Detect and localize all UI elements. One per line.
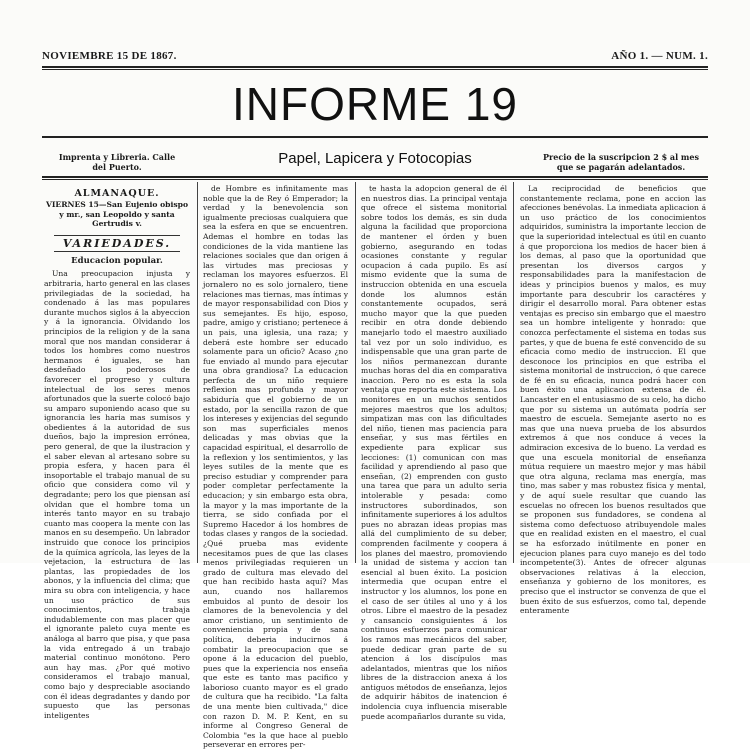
- almanaque-text: VIERNES 15—San Eujenio obispo y mr., san Leopoldo y santa Gertrudis v.: [45, 200, 189, 229]
- column-divider: [197, 182, 198, 563]
- section-heading: VARIEDADES.: [54, 235, 180, 253]
- article-body: te hasta la adopcion general de él en nuestros dias. La principal ventaja que ofrece el sistema monitorial sobre todos los demás, es sin duda alguna la facilidad que proporciona de mantener el órden y buen gobierno, asegurando en todas ocasiones constante y regular ocupacion á cada pupilo. Es así mismo evidente que la suma de instruccion obtenida en una escuela donde los alumnos están constantemente ocupados, será mucho mayor que la que pueden recibir en otra donde debiendo manejarlo todo el maestro auxiliado tal vez por un solo individuo, es indispensable que una gran parte de los niños permanezcan durante muchas horas del dia en comparativa inaccion. Pero no es esta la sola ventaja que reporta este sistema. Los monitores en un muchos sentidos mejores maestros que los adultos; simpatizan mas con las dificultades del niño, tienen mas paciencia para enseñar, y sus mas fértiles en expediente para explicar sus lecciones: (1) comunican con mas facilidad y aprendiendo al paso que enseñan, (2) emprenden con gusto una tarea que para un adulto seria intolerable y pesada: como instructores subordinados, son infinitamente superiores á los adultos pues no abrazan ideas propias mas allá del cumplimiento de su deber, comprenden facilmente y coopera á los planes del maestro, promoviendo la unidad de sistema y accion tan esencial al buen éxito. La posicion intermedia que ocupan entre el instructor y los alumnos, los pone en el caso de ser útiles al uno y á los otros. Libre el maestro de la pesadez y cansancio consiguientes á los continuos esfuerzos para comunicar los ramos mas mecánicos del saber, puede dedicar gran parte de su atencion á los discípulos mas adelantados, mientras que los niños libres de la distraccion anexa á los antiguos métodos de enseñanza, lejos de adquirir hábitos de inatencion é indolencia cuya influencia miserable puede acompañarlos durante su vida,: [361, 184, 507, 721]
- top-rule: [42, 66, 708, 68]
- issue-number: AÑO 1. — NUM. 1.: [611, 50, 708, 62]
- article-body: de Hombre es infinitamente mas noble que la de Rey ó Emperador; la verdad y la benevolencia son igualmente preciosas cualquiera que sea la esfera en que se encuentren. Ademas el hombre en todas las condiciones de la vida mantiene las relaciones sociales que dan origen á las virtudes mas preciosas y reclaman los mayores esfuerzos. El jornalero no es solo jornalero, tiene relaciones mas tiernas, mas íntimas y de mayor responsabilidad con Dios y sus semejantes. Es hijo, esposo, padre, amigo y cristiano; pertenece á un pais, una iglesia, una raza; y deberá este hombre ser educado solamente para un oficio? Acaso ¿no fue enviado al mundo para ejecutar una obra grandiosa? La educacion perfecta de un niño requiere reflexion mas profunda y mayor sabiduría que el gobierno de un estado, por la sencilla razon de que los intereses y exijencias del segundo son mas superficiales menos delicadas y mas obvias que la capacidad espiritual, el desarrollo de la reflexion y los sentimientos, y las leyes sutiles de la mente que es preciso estudiar y comprender para poder completar perfectamente la educacion; y sin embargo esta obra, la mayor y la mas importante de la tierra, se sido confiada por el Supremo Hacedor á los hombres de todas clases y rangos de la sociedad. ¿Qué prueba mas evidente necesitamos pues de que las clases menos privilegiadas requieren un grado de cultura mas elevado del que han recibido hasta aquí? Mas aun, cuando nos hallaremos embuidos al punto de desoir los clamores de la benevolencia y del amor cristiano, un sentimiento de conveniencia propia y de sana política, deberia inducirnos á combatir la preocupacion que se opone á la educacion del pueblo, pues que la experiencia nos enseña que este es tanto mas pacifico y laborioso cuanto mayor es el grado de cultura que ha recibido. "La falta de una mente bien cultivada," dice con razon D. M. P. Kent, en su informe al Congreso General de Colombia "es la que hace al pueblo perseverar en errores per-: [203, 184, 348, 750]
- masthead-title: INFORME 19: [231, 78, 519, 130]
- column-divider: [513, 182, 514, 563]
- top-rule-thin: [42, 69, 708, 70]
- dateline: [42, 50, 708, 64]
- column-divider: [355, 182, 356, 563]
- masthead-rule: [42, 136, 708, 138]
- subscription-note: Precio de la suscripcion 2 $ al mes que se pagarán adelantados.: [543, 152, 699, 172]
- column-4: [520, 184, 706, 616]
- printer-note: Imprenta y Libreria. Calle del Puerto.: [58, 152, 176, 172]
- article-body: Una preocupacion injusta y arbitraria, harto general en las clases privilegiadas de la sociedad, ha condenado á las mas populares durante muchos siglos á la abyeccion y á la ignorancia. Olvidando los principios de la religion y de la sana moral que nos mandan considerar á todos los hombres como nuestros hermanos é iguales, se han desdeñado los poderosos de favorecer el progreso y cultura intelectual de los seres menos afortunados que la suerte colocó bajo su amparo suponiendo acaso que su ignorancia les haria mas sumisos y obedientes á la autoridad de sus dueños, bajo la impresion errónea, pero general, de que la ilustracion y el saber elevan al artesano sobre su propia esfera, y hacen para él insoportable el trabajo manual de su oficio que considera como vil y degradante; pero los que piensan así olvidan que el hombre toma un interés tanto mayor en su trabajo cuanto mas coopera la mente con las manos en su desempeño. Un labrador instruido que conoce los principios de la química agrícola, las leyes de la vejetacion, la estructura de las plantas, las propiedades de los abonos, y la influencia del clima; que mira su obra con inteligencia, y hace un uso práctico de sus conocimientos, trabaja indudablemente con mas placer que el ignorante paleto cuya mente es análoga al barro que pisa, y que pasa la vida entregado á un trabajo material continuo monótono. Pero aun hay mas. ¿Por qué motivo consideramos el trabajo manual, como bajo y despreciable asociando con él ideas degradantes y dando por supuesto que las personas inteligentes: [44, 269, 190, 720]
- masthead-subtitle: Papel, Lapicera y Fotocopias: [278, 150, 472, 167]
- article-title: Educacion popular.: [71, 256, 163, 267]
- issue-date: NOVIEMBRE 15 DE 1867.: [42, 50, 177, 62]
- header-rule: [42, 176, 708, 178]
- column-3: [361, 184, 507, 721]
- header-rule-thin: [42, 179, 708, 180]
- column-2: [203, 184, 348, 750]
- almanaque-heading: ALMANAQUE.: [74, 188, 160, 199]
- article-body: La reciprocidad de beneficios que constantemente reclama, pone en accion las afecciones benévolas. La inmediata aplicacion á un uso práctico de los conocimientos adquiridos, suministra la importante leccion de que la superioridad intelectual es útil en cuanto á que proporciona los medios de hacer bien á los demas, al paso que la oportunidad que presentan los diversos cargos y responsabilidades para la manifestacion de ideas y principios buenos y malos, es muy importante para descubrir los caractéres y dirigir el desarrollo moral. Para obtener estas ventajas es preciso sin embargo que el maestro sea un hombre inteligente y honrado: que conozca perfectamente el sistema en todas sus partes, y que de buena fe esté convencido de su eficacia como medio de instruccion. El que desconoce los principios en que estriba el sistema monitorial de instruccion, ó que carece de fé en su eficacia, nunca podrá hacer con buen éxito una aplicacion extensa de él. Lancaster en el entusiasmo de su celo, ha dicho que por su sistema un autómata podría ser maestro de escuela. Semejante aserto no es mas que una nueva prueba de los absurdos extremos á que nos conduce á veces la admiracion excesiva de lo bueno. La verdad es que una escuela monitorial de enseñanza mútua requiere un maestro mejor y mas hábil que otra alguna, reclama mas energía, mas tino, mas saber y mas robustez física y mental, y de aquí suele resultar que cuando las escuelas no ofrecen los buenos resultados que se proponen sus fundadores, se condena al sistema como defectuoso atribuyendole males que en realidad existen en el maestro, el cual se ha esforzado inútilmente en poner en ejecucion planes para cuyo manejo es del todo incompetente(3). Antes de ofrecer algunas observaciones relativas á la eleccion, enseñanza y gobierno de los monitores, es preciso que el instructor se convenza de que el buen éxito de sus esfuerzos, como tal, depende enteramente: [520, 184, 706, 616]
- column-1: [44, 184, 190, 720]
